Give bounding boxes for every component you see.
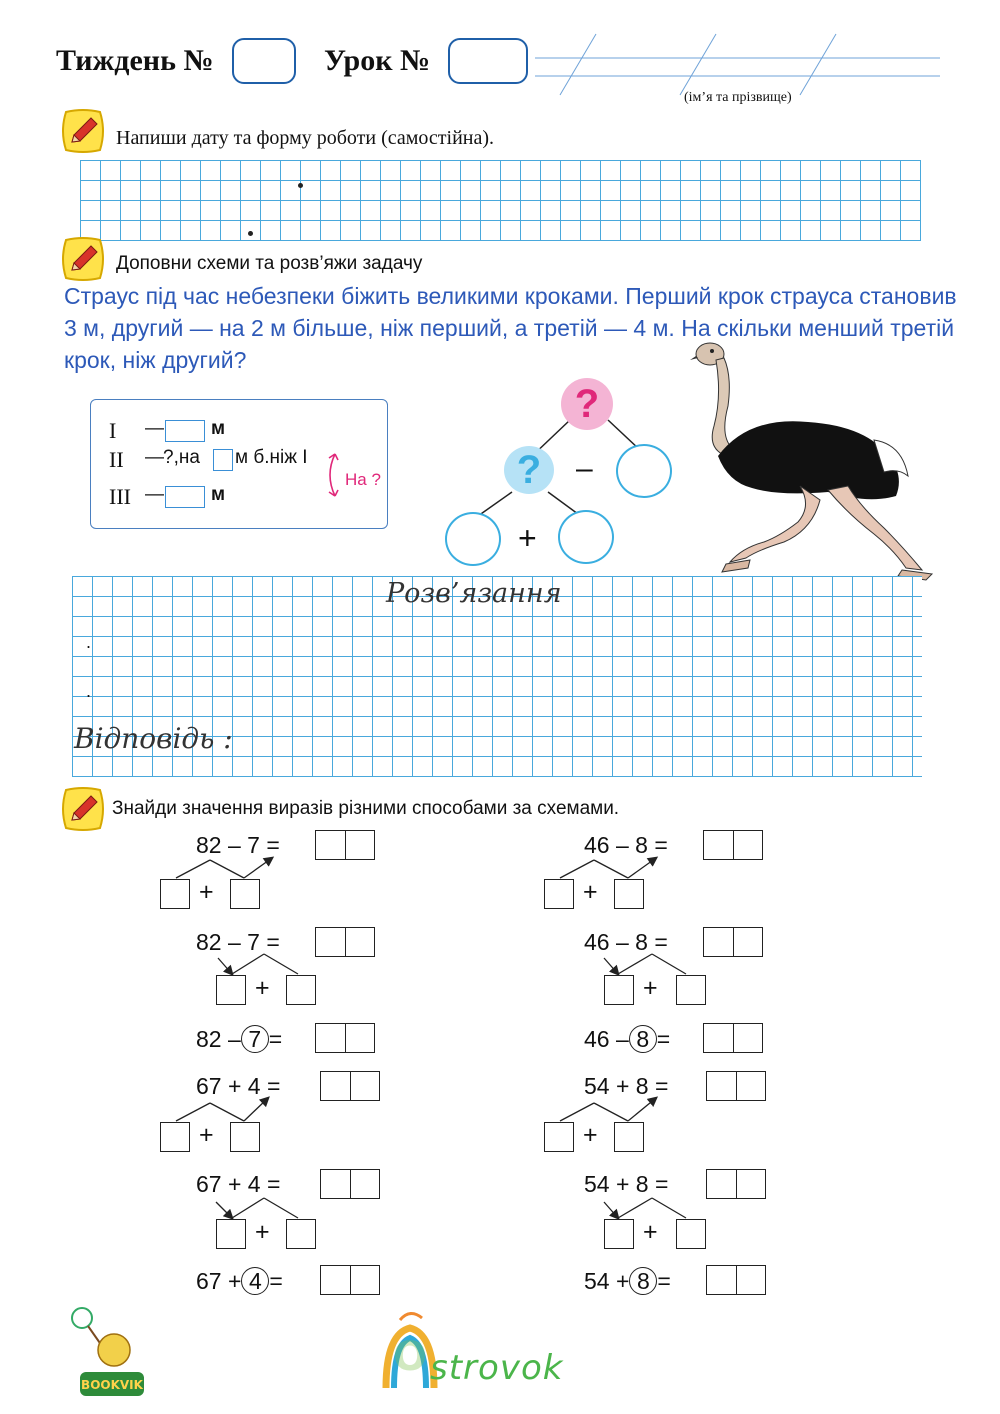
- dash: —: [145, 447, 164, 468]
- scheme-plus: +: [583, 878, 598, 906]
- dash: —: [145, 484, 164, 505]
- roman-i: I: [109, 418, 117, 443]
- task-2-text: Доповни схеми та розв’яжи задачу: [116, 253, 423, 274]
- solution-dot: .: [86, 681, 92, 701]
- schema-row2-suffix: м б.ніж I: [235, 447, 308, 468]
- scheme-box[interactable]: [286, 1219, 316, 1249]
- scheme-box[interactable]: [230, 879, 260, 909]
- arrow-label: На ?: [345, 470, 381, 489]
- answer-box[interactable]: [320, 1265, 380, 1295]
- answer-box[interactable]: [706, 1265, 766, 1295]
- answer-box[interactable]: [703, 1023, 763, 1053]
- scheme-box[interactable]: [216, 975, 246, 1005]
- answer-box[interactable]: [320, 1071, 380, 1101]
- dash: —: [145, 418, 164, 439]
- bookvik-logo: [66, 1302, 156, 1402]
- task-3-text: Знайди значення виразів різними способами за схемами.: [112, 798, 620, 819]
- scheme-plus: +: [643, 1218, 658, 1246]
- scheme-box[interactable]: [544, 1122, 574, 1152]
- bookvik-logo-text: BOOKVIK: [81, 1378, 143, 1392]
- scheme-box[interactable]: [216, 1219, 246, 1249]
- expression-l6: 67 + 4 =: [196, 1268, 283, 1294]
- problem-text: Страус під час небезпеки біжить великими кроками. Перший крок страуса становив 3 м, другий — на 2 м більше, ніж перший, а третій — 4 м. На скільки менший третій крок, ніж другий?: [64, 283, 957, 373]
- week-label: Тиждень №: [56, 44, 214, 77]
- top-question-circle: ?: [561, 378, 613, 430]
- expression-l5: 67 + 4 =: [196, 1171, 281, 1197]
- answer-box[interactable]: [320, 1169, 380, 1199]
- scheme-box[interactable]: [676, 975, 706, 1005]
- roman-ii: II: [109, 447, 124, 472]
- scheme-box[interactable]: [230, 1122, 260, 1152]
- expression-r6: 54 + 8 =: [584, 1268, 671, 1294]
- scheme-box[interactable]: [604, 1219, 634, 1249]
- answer-box[interactable]: [315, 927, 375, 957]
- expression-l1: 82 – 7 =: [196, 832, 280, 858]
- scheme-plus: +: [583, 1121, 598, 1149]
- answer-box[interactable]: [703, 927, 763, 957]
- answer-box[interactable]: [706, 1169, 766, 1199]
- scheme-plus: +: [255, 1218, 270, 1246]
- expression-r4: 54 + 8 =: [584, 1073, 669, 1099]
- solution-title: Розв’язання: [386, 578, 562, 609]
- expression-r3: 46 – 8 =: [584, 1026, 671, 1052]
- lesson-label: Урок №: [324, 44, 431, 77]
- scheme-box[interactable]: [160, 1122, 190, 1152]
- schema-row2-prefix: ?,на: [163, 447, 200, 468]
- expression-l3: 82 – 7 =: [196, 1026, 283, 1052]
- answer-box[interactable]: [703, 830, 763, 860]
- answer-box[interactable]: [315, 1023, 375, 1053]
- scheme-box[interactable]: [286, 975, 316, 1005]
- expression-r5: 54 + 8 =: [584, 1171, 669, 1197]
- answer-box[interactable]: [706, 1071, 766, 1101]
- expression-l4: 67 + 4 =: [196, 1073, 281, 1099]
- scheme-box[interactable]: [160, 879, 190, 909]
- scheme-box[interactable]: [614, 1122, 644, 1152]
- scheme-box[interactable]: [614, 879, 644, 909]
- solution-dot: .: [86, 632, 92, 652]
- scheme-box[interactable]: [604, 975, 634, 1005]
- scheme-box[interactable]: [676, 1219, 706, 1249]
- ostrovok-logo-text: strovok: [430, 1348, 564, 1388]
- task-1-text: Напиши дату та форму роботи (самостійна).: [116, 127, 495, 149]
- expression-r1: 46 – 8 =: [584, 832, 668, 858]
- tree-minus: –: [576, 452, 593, 485]
- scheme-plus: +: [255, 974, 270, 1002]
- ostrovok-logo: [380, 1304, 610, 1394]
- ostrovok-initial: O: [392, 1334, 428, 1380]
- tree-plus: +: [518, 520, 537, 556]
- expression-l2: 82 – 7 =: [196, 929, 280, 955]
- mid-question-circle: ?: [504, 446, 554, 494]
- unit-label: м: [211, 484, 226, 505]
- unit-label: м: [211, 418, 226, 439]
- answer-box[interactable]: [315, 830, 375, 860]
- scheme-plus: +: [199, 878, 214, 906]
- name-caption: (ім’я та прізвище): [684, 90, 792, 105]
- expression-r2: 46 – 8 =: [584, 929, 668, 955]
- scheme-plus: +: [199, 1121, 214, 1149]
- roman-iii: III: [109, 484, 131, 509]
- scheme-plus: +: [643, 974, 658, 1002]
- answer-label: Відповідь :: [74, 722, 233, 755]
- scheme-box[interactable]: [544, 879, 574, 909]
